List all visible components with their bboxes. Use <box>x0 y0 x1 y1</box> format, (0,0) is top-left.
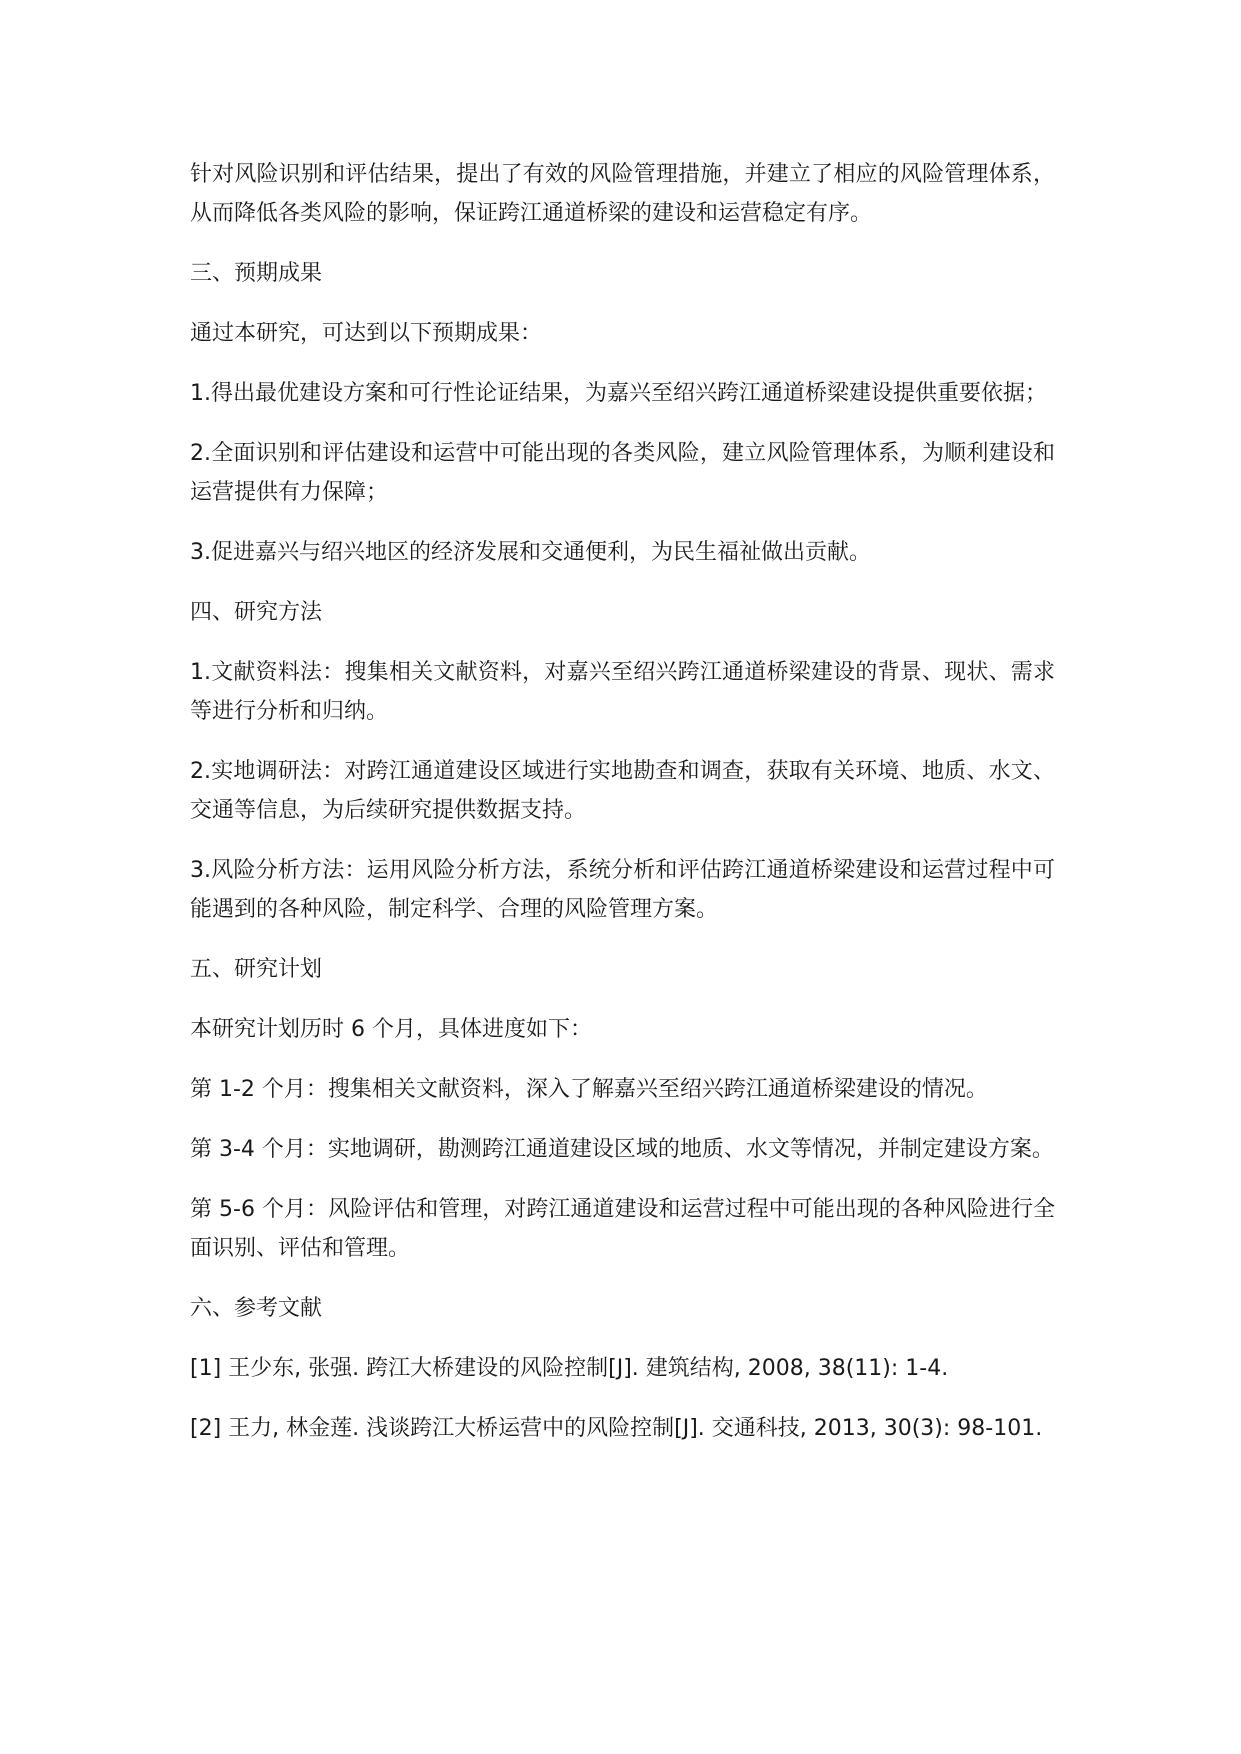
reference-item-1: [1] 王少东, 张强. 跨江大桥建设的风险控制[J]. 建筑结构, 2008, 38(11): 1-4. <box>190 1356 949 1381</box>
reference-item-2: [2] 王力, 林金莲. 浅谈跨江大桥运营中的风险控制[J]. 交通科技, 2013, 30(3): 98-101. <box>190 1416 1043 1441</box>
research-plan-item-1: 第 1-2 个月：搜集相关文献资料，深入了解嘉兴至绍兴跨江通道桥梁建设的情况。 <box>190 1077 988 1102</box>
research-plan-lead: 本研究计划历时 6 个月，具体进度如下： <box>190 1017 592 1042</box>
research-method-item-1: 1.文献资料法：搜集相关文献资料，对嘉兴至绍兴跨江通道桥梁建设的背景、现状、需求等进行分析和归纳。 <box>190 660 1055 724</box>
research-method-item-3: 3.风险分析方法：运用风险分析方法，系统分析和评估跨江通道桥梁建设和运营过程中可能遇到的各种风险，制定科学、合理的风险管理方案。 <box>190 858 1055 922</box>
expected-results-lead: 通过本研究，可达到以下预期成果： <box>190 321 543 346</box>
section-heading-research-methods: 四、研究方法 <box>190 600 323 625</box>
expected-result-item-3: 3.促进嘉兴与绍兴地区的经济发展和交通便利，为民生福祉做出贡献。 <box>190 540 871 565</box>
intro-paragraph: 针对风险识别和评估结果，提出了有效的风险管理措施，并建立了相应的风险管理体系，从而降低各类风险的影响，保证跨江通道桥梁的建设和运营稳定有序。 <box>190 162 1055 226</box>
expected-result-item-1: 1.得出最优建设方案和可行性论证结果，为嘉兴至绍兴跨江通道桥梁建设提供重要依据； <box>190 381 1047 406</box>
expected-result-item-2: 2.全面识别和评估建设和运营中可能出现的各类风险，建立风险管理体系，为顺利建设和运营提供有力保障； <box>190 441 1055 505</box>
section-heading-expected-results: 三、预期成果 <box>190 261 323 286</box>
section-heading-research-plan: 五、研究计划 <box>190 957 323 982</box>
section-heading-references: 六、参考文献 <box>190 1296 323 1321</box>
document-page <box>190 155 1055 1469</box>
research-plan-item-3: 第 5-6 个月：风险评估和管理，对跨江通道建设和运营过程中可能出现的各种风险进行全面识别、评估和管理。 <box>190 1197 1055 1261</box>
research-plan-item-2: 第 3-4 个月：实地调研，勘测跨江通道建设区域的地质、水文等情况，并制定建设方案。 <box>190 1137 1054 1162</box>
research-method-item-2: 2.实地调研法：对跨江通道建设区域进行实地勘查和调查，获取有关环境、地质、水文、交通等信息，为后续研究提供数据支持。 <box>190 759 1055 823</box>
